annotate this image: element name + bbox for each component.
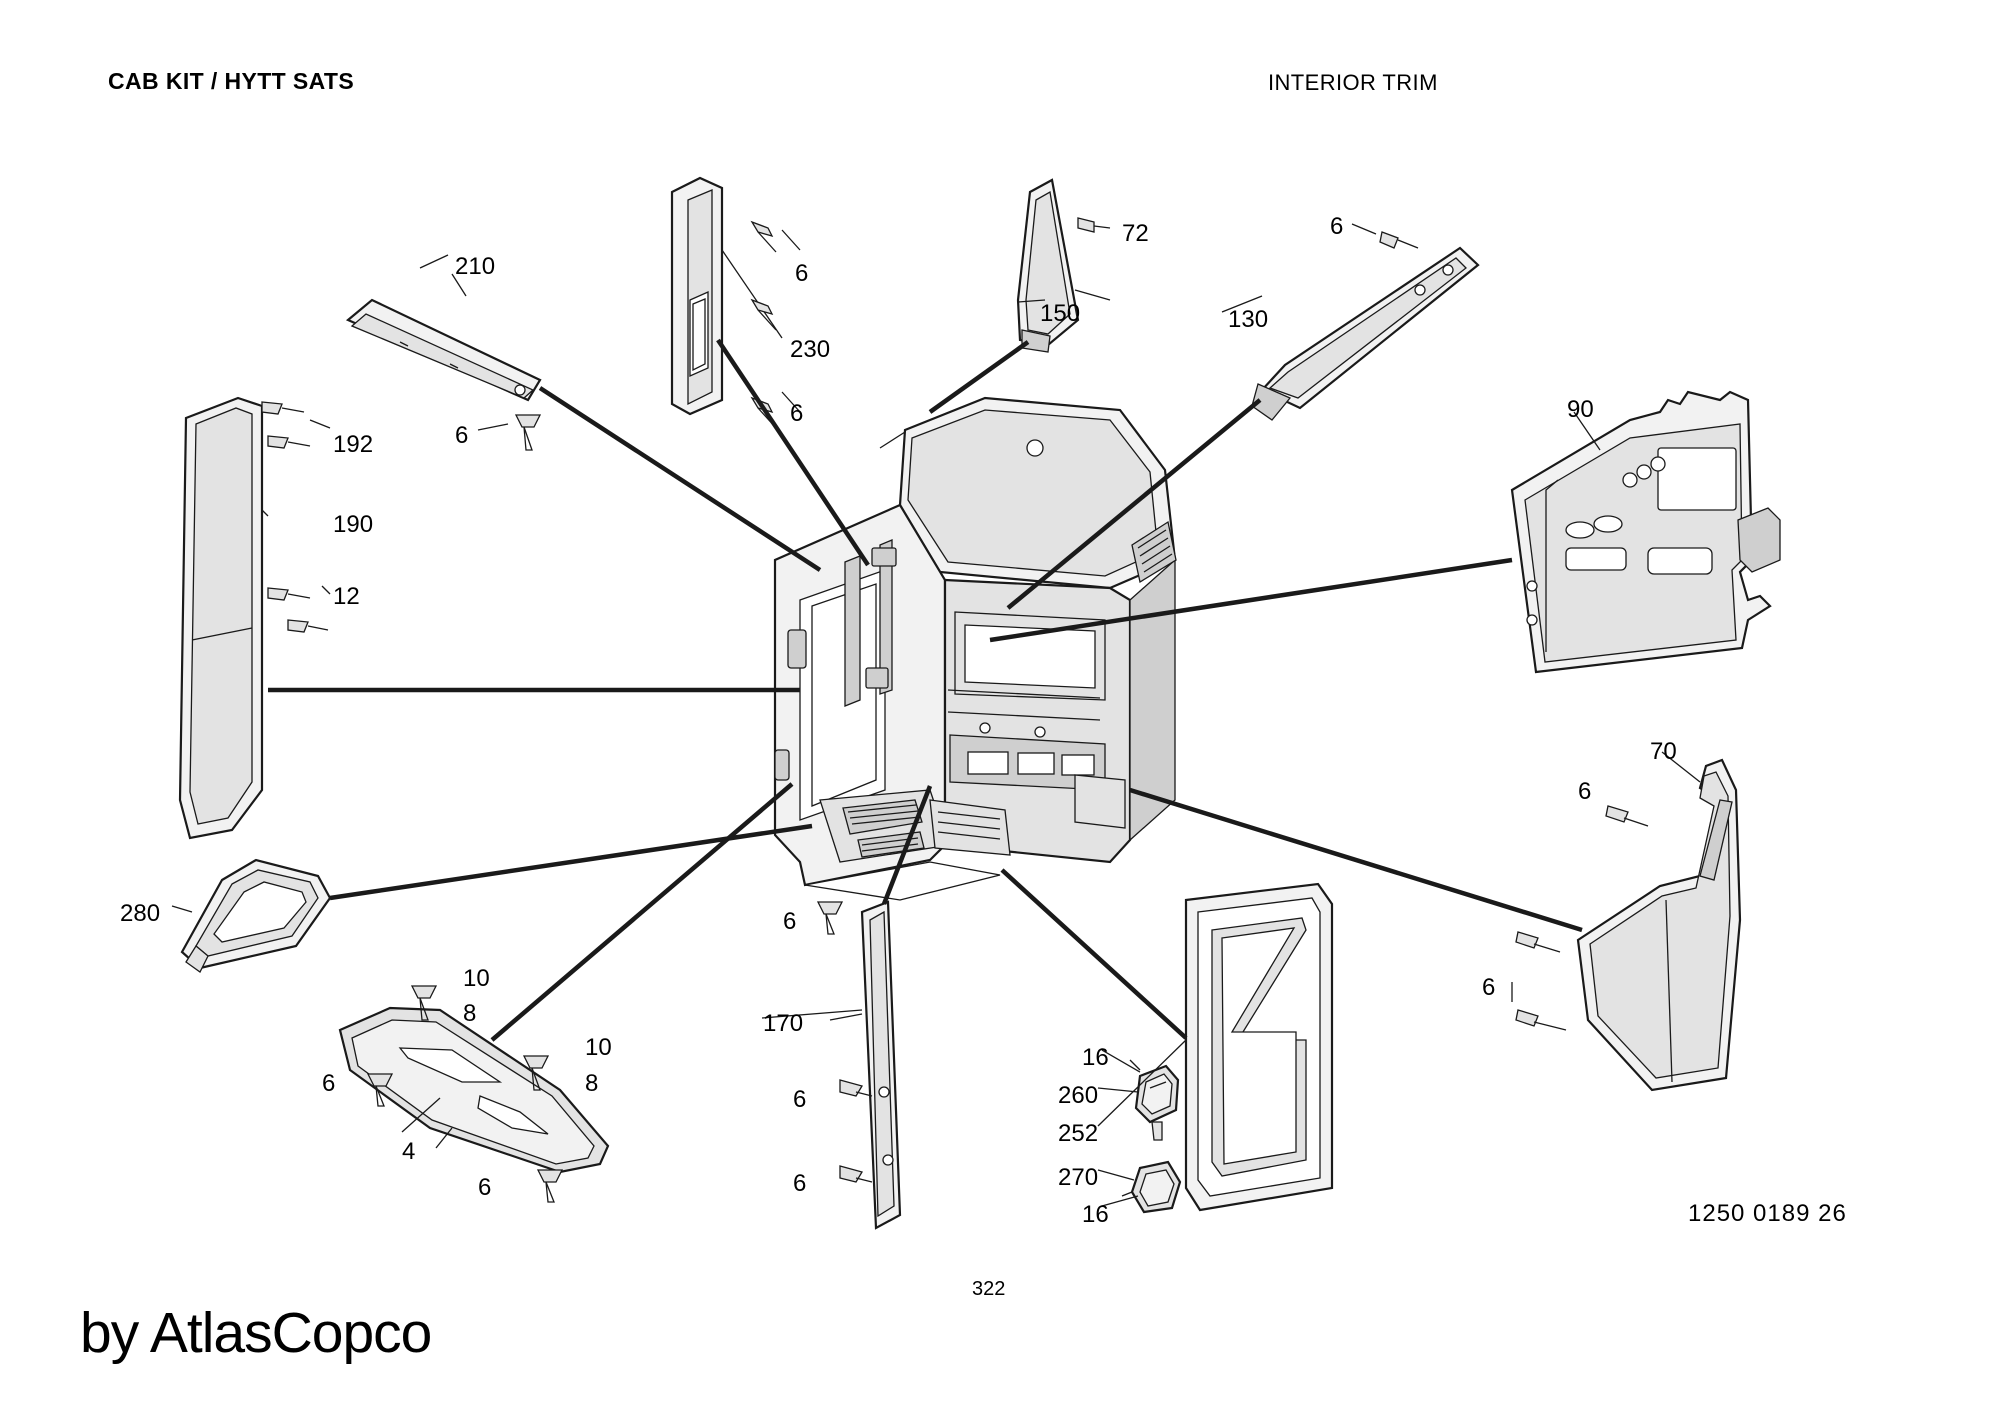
part-252-door-panel (1186, 884, 1332, 1210)
callout-label-210: 210 (455, 253, 496, 280)
screw-group-230 (752, 222, 800, 428)
callout-label-10: 10 (463, 965, 490, 992)
callout-label-130: 130 (1228, 306, 1269, 333)
page-title-left: CAB KIT / HYTT SATS (108, 68, 355, 94)
callout-label-230: 230 (790, 336, 831, 363)
cab-assembly (775, 398, 1176, 900)
callout-label-72: 72 (1122, 220, 1149, 247)
callout-label-280: 280 (120, 900, 161, 927)
callout-label-170: 170 (763, 1010, 804, 1037)
callout-label-6: 6 (478, 1174, 492, 1201)
callout-label-6: 6 (1578, 778, 1592, 805)
callout-label-10: 10 (585, 1034, 612, 1061)
screw-group-12 (268, 586, 330, 632)
part-130-upper-rail-right (1252, 248, 1478, 420)
callout-label-6: 6 (793, 1170, 807, 1197)
screw-group-192 (262, 402, 330, 448)
callout-label-6: 6 (322, 1070, 336, 1097)
callout-label-6: 6 (1330, 213, 1344, 240)
page-number: 322 (972, 1278, 1006, 1300)
part-170-vertical-rail (830, 902, 900, 1228)
part-70-lower-panel (1578, 760, 1740, 1090)
callout-label-8: 8 (463, 1000, 477, 1027)
screw-210 (478, 415, 540, 450)
part-4-dash-trim (340, 1008, 608, 1172)
callout-label-150: 150 (1040, 300, 1081, 327)
callout-label-16: 16 (1082, 1201, 1109, 1228)
callout-label-6: 6 (783, 908, 797, 935)
part-280-corner-trim (182, 860, 330, 972)
callout-label-16: 16 (1082, 1044, 1109, 1071)
callout-label-192: 192 (333, 431, 374, 458)
callout-label-190: 190 (333, 511, 374, 538)
page-title-right: INTERIOR TRIM (1268, 70, 1438, 95)
part-190-left-panel (180, 398, 262, 838)
callout-label-70: 70 (1650, 738, 1677, 765)
callout-label-252: 252 (1058, 1120, 1099, 1147)
part-230-channel-bracket (672, 178, 782, 414)
callout-label-8: 8 (585, 1070, 599, 1097)
callout-label-6: 6 (795, 260, 809, 287)
callout-label-6: 6 (455, 422, 469, 449)
callout-label-4: 4 (402, 1138, 416, 1165)
callout-label-90: 90 (1567, 396, 1594, 423)
callout-label-270: 270 (1058, 1164, 1099, 1191)
part-210-trim-rail (348, 255, 540, 400)
screw-72 (1078, 218, 1110, 232)
part-270-lower-latch (1122, 1162, 1180, 1212)
callout-label-6: 6 (1482, 974, 1496, 1001)
callout-label-6: 6 (793, 1086, 807, 1113)
screw-130 (1352, 224, 1418, 248)
callout-label-12: 12 (333, 583, 360, 610)
callout-label-260: 260 (1058, 1082, 1099, 1109)
brand-logo-text: by AtlasCopco (80, 1301, 432, 1365)
part-90-side-panel (1512, 392, 1780, 672)
document-number: 1250 0189 26 (1688, 1200, 1847, 1227)
callout-label-6: 6 (790, 400, 804, 427)
